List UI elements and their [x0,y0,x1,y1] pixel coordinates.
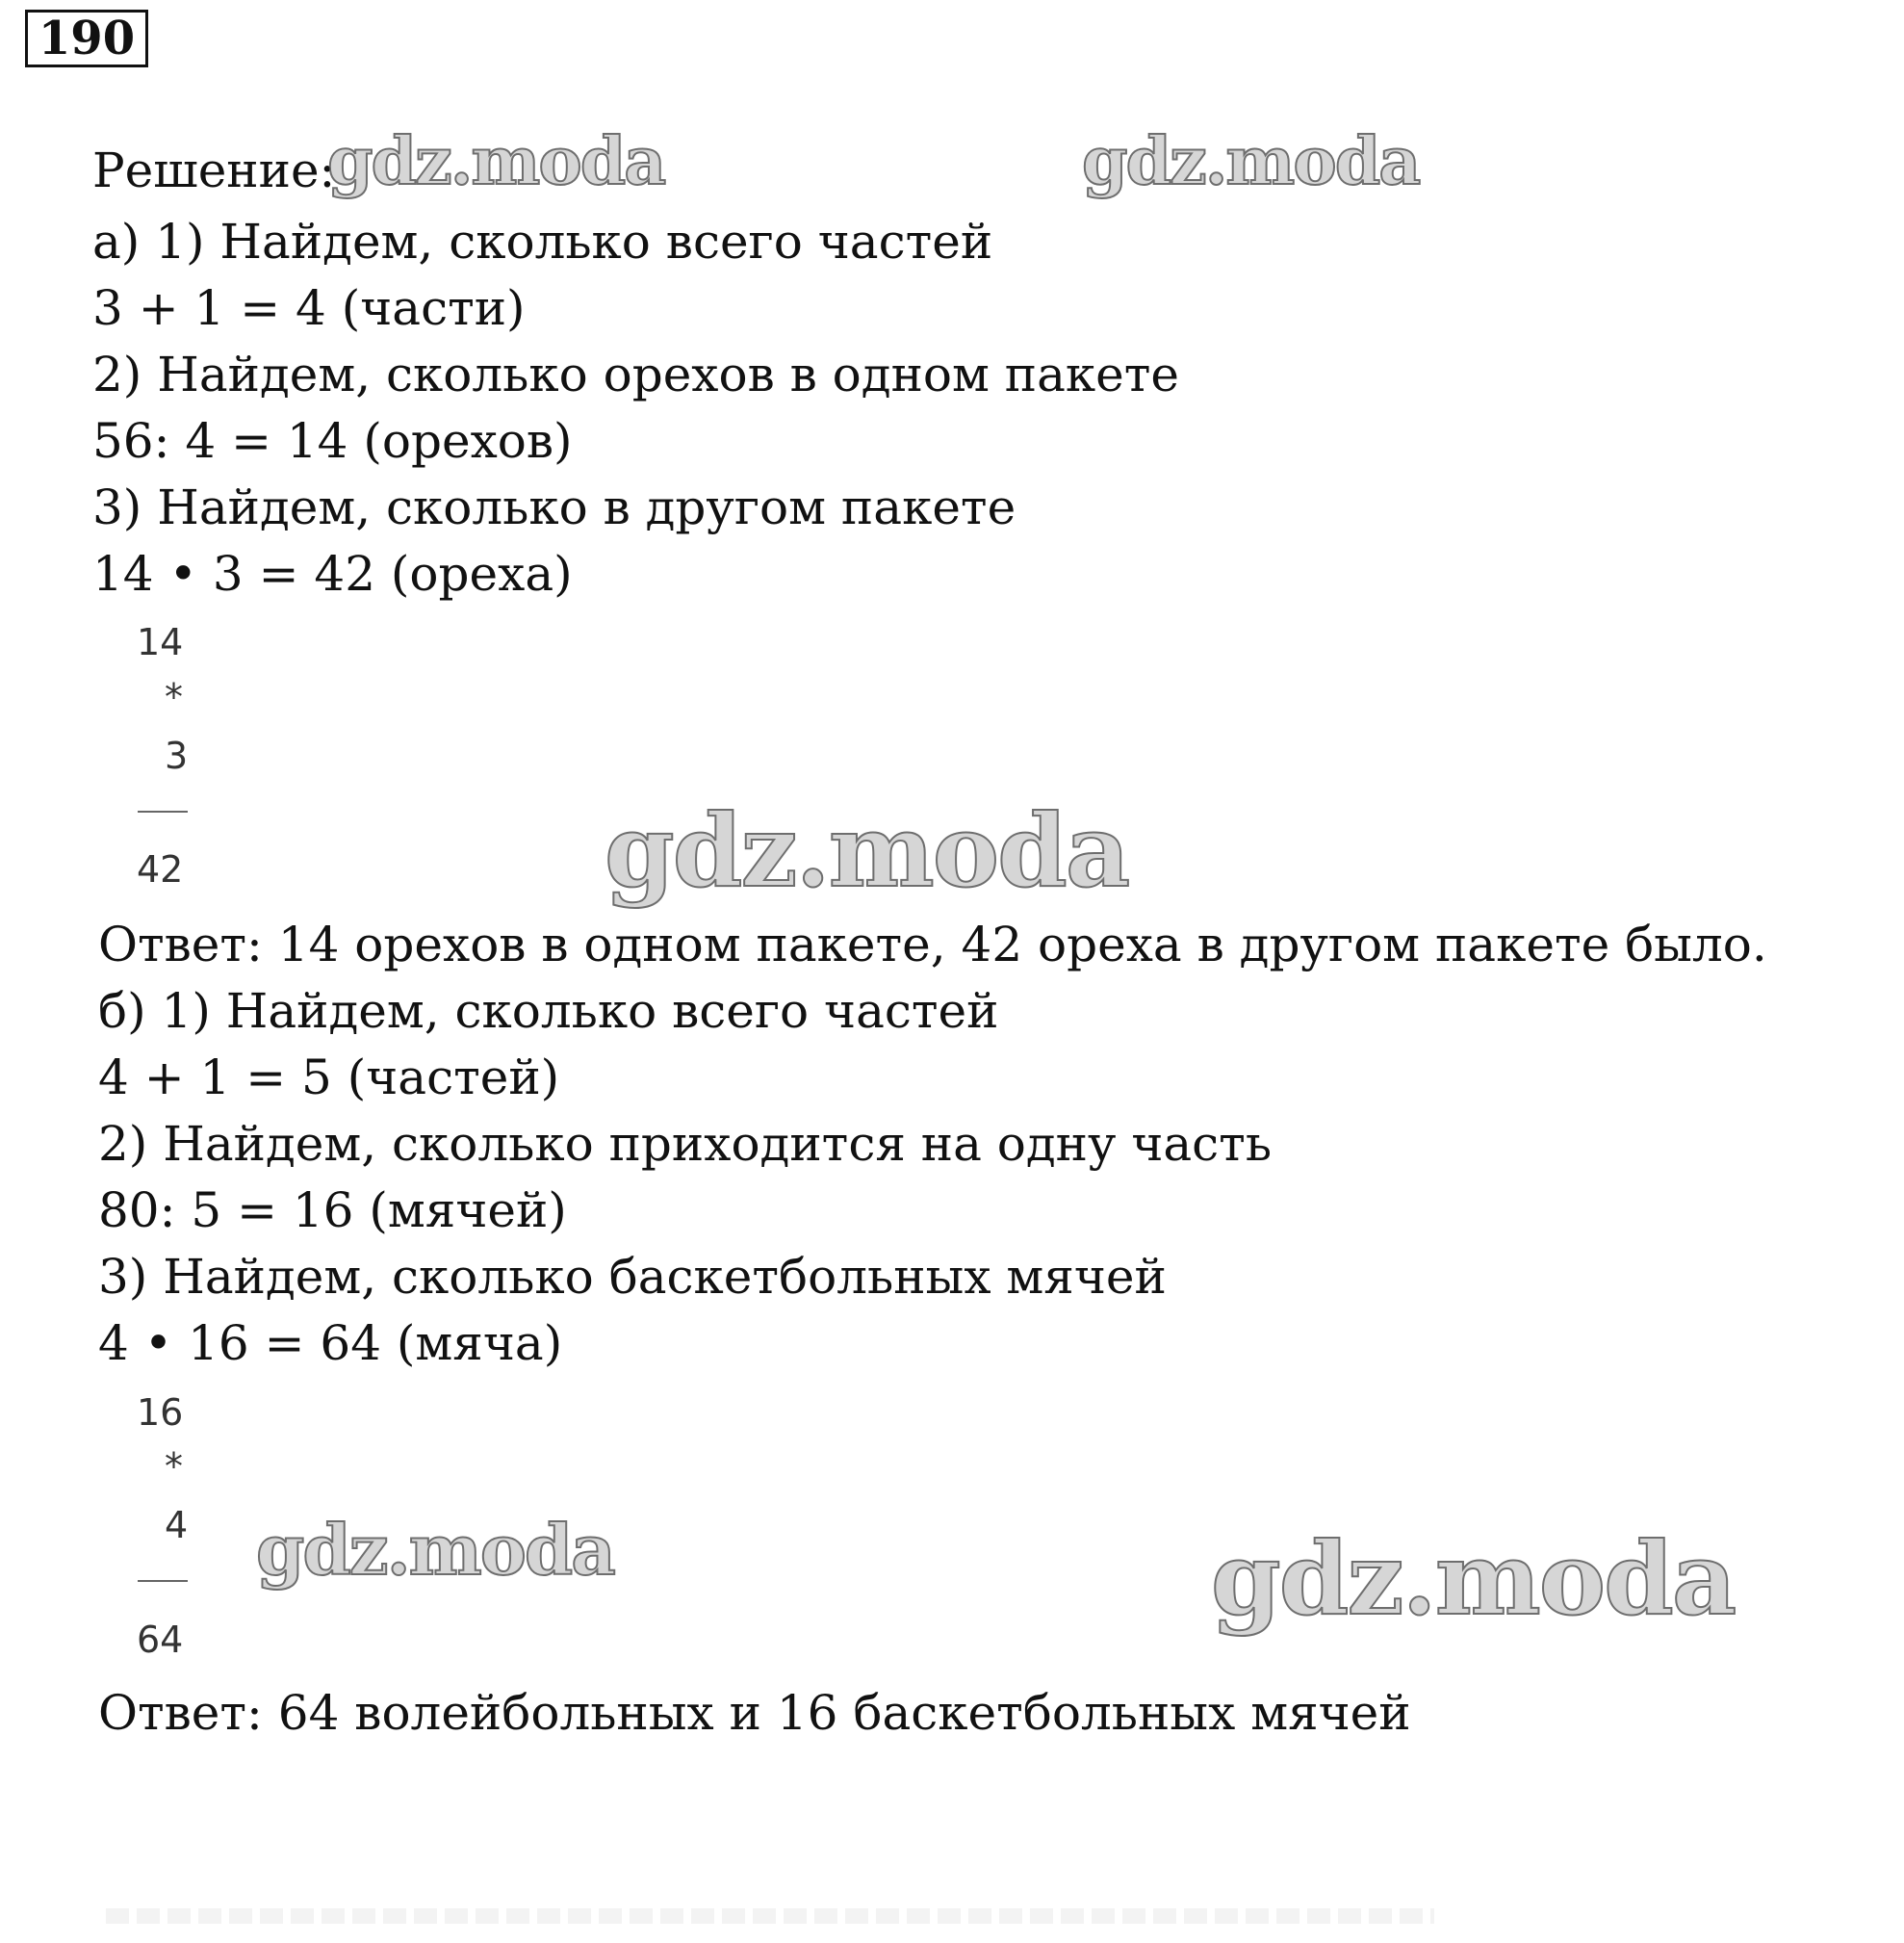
part-a-step-1: а) 1) Найдем, сколько всего частей [92,214,993,270]
faint-scan-artifact [106,1908,1434,1924]
part-b-step-3: 3) Найдем, сколько баскетбольных мячей [98,1249,1167,1305]
part-b-step-1: б) 1) Найдем, сколько всего частей [98,983,999,1039]
part-b-equation-3: 4 • 16 = 64 (мяча) [98,1315,563,1371]
watermark: gdz.moda [327,123,665,200]
part-a-column-result: 42 [137,848,184,891]
part-b-step-2: 2) Найдем, сколько приходится на одну часть [98,1116,1273,1172]
solution-heading: Решение: [92,142,336,198]
part-a-answer: Ответ: 14 орехов в одном пакете, 42 ореха в другом пакете было. [98,917,1767,972]
part-a-column-operator: * [165,676,183,718]
part-b-column-rule [138,1580,188,1582]
watermark: gdz.moda [1082,123,1420,200]
part-a-step-3: 3) Найдем, сколько в другом пакете [92,479,1016,535]
part-b-equation-1: 4 + 1 = 5 (частей) [98,1049,560,1105]
watermark: gdz.moda [1211,1519,1736,1638]
part-a-equation-1: 3 + 1 = 4 (части) [92,280,526,336]
part-a-step-2: 2) Найдем, сколько орехов в одном пакете [92,347,1180,402]
watermark: gdz.moda [605,791,1129,910]
part-a-column-rule [138,811,188,813]
part-a-column-top: 14 [137,621,184,663]
problem-number: 190 [25,10,148,67]
part-b-column-result: 64 [137,1619,184,1661]
part-a-equation-3: 14 • 3 = 42 (ореха) [92,546,573,602]
part-b-equation-2: 80: 5 = 16 (мячей) [98,1182,567,1238]
part-a-column-bottom: 3 [165,735,189,777]
part-b-answer: Ответ: 64 волейбольных и 16 баскетбольных мячей [98,1685,1411,1741]
part-b-column-operator: * [165,1445,183,1488]
watermark: gdz.moda [256,1509,614,1591]
part-b-column-top: 16 [137,1391,184,1434]
part-a-equation-2: 56: 4 = 14 (орехов) [92,413,573,469]
part-b-column-bottom: 4 [165,1504,189,1546]
